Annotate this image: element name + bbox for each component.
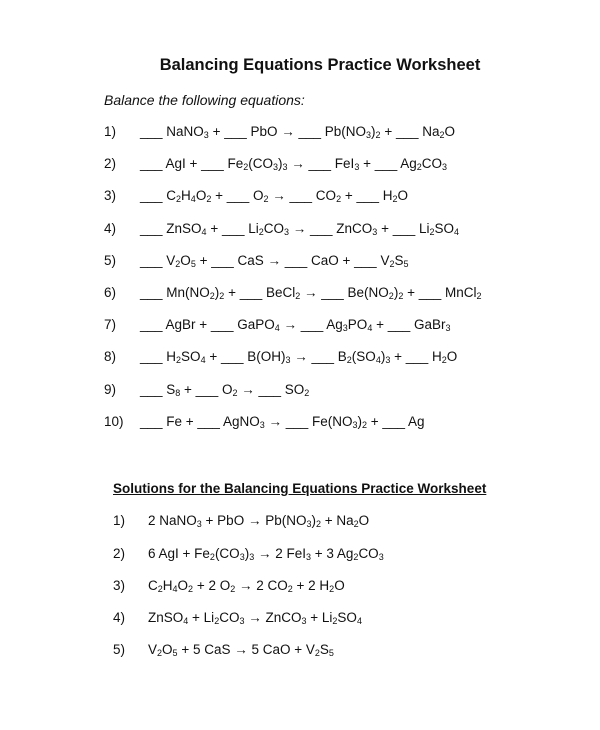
problem-equation: ___ $S_8$ + ___ $O_2$ → ___ $SO_2$	[140, 382, 310, 398]
problem-equation: ___ ZnSO$_4$ + ___ $Li_2CO_3$ → ___ ZnCO$_3$ + ___ $Li_2SO_4$	[140, 221, 460, 237]
problem-number: 5)	[104, 253, 117, 268]
solution-equation: 2 NaNO$_3$ + PbO → $Pb(NO_3)_2 + Na_2O$	[148, 513, 370, 529]
solution-number: 5)	[113, 642, 126, 657]
solution-equation: 6 AgI + $Fe_2(CO_3)_3 \to 2$ FeI$_3$ + 3 $Ag_2CO_3$	[148, 546, 384, 562]
solution-number: 1)	[113, 513, 126, 528]
problem-number: 3)	[104, 188, 117, 203]
problem-number: 9)	[104, 382, 117, 397]
solutions-title: Solutions for the Balancing Equations Practice Worksheet	[113, 481, 487, 496]
solution-number: 3)	[113, 578, 126, 593]
problem-number: 8)	[104, 349, 117, 364]
solution-equation: ZnSO$_4$ + $Li_2CO_3$ → ZnCO$_3$ + $Li_2SO_4$	[148, 610, 362, 626]
problem-equation: ___ AgBr + ___ GaPO$_4$ → ___ $Ag_3PO_4$ + ___ GaBr$_3$	[140, 317, 451, 333]
problem-number: 6)	[104, 285, 117, 300]
solution-number: 2)	[113, 546, 126, 561]
solution-number: 4)	[113, 610, 126, 625]
problem-number: 10)	[104, 414, 124, 429]
problem-equation: ___ NaNO$_3$ + ___ PbO → ___ $Pb(NO_3)_2$ + ___ $Na_2O$	[140, 124, 456, 140]
instructions: Balance the following equations:	[104, 92, 305, 108]
problem-equation: ___ $V_2O_5$ + ___ CaS → ___ CaO + ___ $V_2S_5$	[140, 253, 409, 269]
solution-equation: $C_2H_4O_2 + 2$ $O_2 \to 2$ $CO_2 + 2$ $H_2O$	[148, 578, 345, 594]
problem-equation: ___ $H_2SO_4$ + ___ $B(OH)_3$ → ___ $B_2(SO_4)_3$ + ___ $H_2O$	[140, 349, 458, 365]
problem-number: 1)	[104, 124, 117, 139]
solution-equation: $V_2O_5 + 5$ CaS → 5 CaO + $V_2S_5$	[148, 642, 334, 658]
problem-equation: ___ $Mn(NO_2)_2$ + ___ BeCl$_2$ → ___ $Be(NO_2)_2$ + ___ MnCl$_2$	[140, 285, 482, 301]
problem-equation: ___ $C_2H_4O_2$ + ___ $O_2$ → ___ $CO_2$ + ___ $H_2O$	[140, 188, 409, 204]
problem-number: 2)	[104, 156, 117, 171]
problem-number: 4)	[104, 221, 117, 236]
problem-equation: ___ Fe + ___ AgNO$_3$ → ___ $Fe(NO_3)_2$ + ___ Ag	[140, 414, 425, 430]
problem-number: 7)	[104, 317, 117, 332]
problem-equation: ___ AgI + ___ $Fe_2(CO_3)_3$ → ___ FeI$_3$ + ___ $Ag_2CO_3$	[140, 156, 448, 172]
page-title: Balancing Equations Practice Worksheet	[159, 56, 481, 74]
